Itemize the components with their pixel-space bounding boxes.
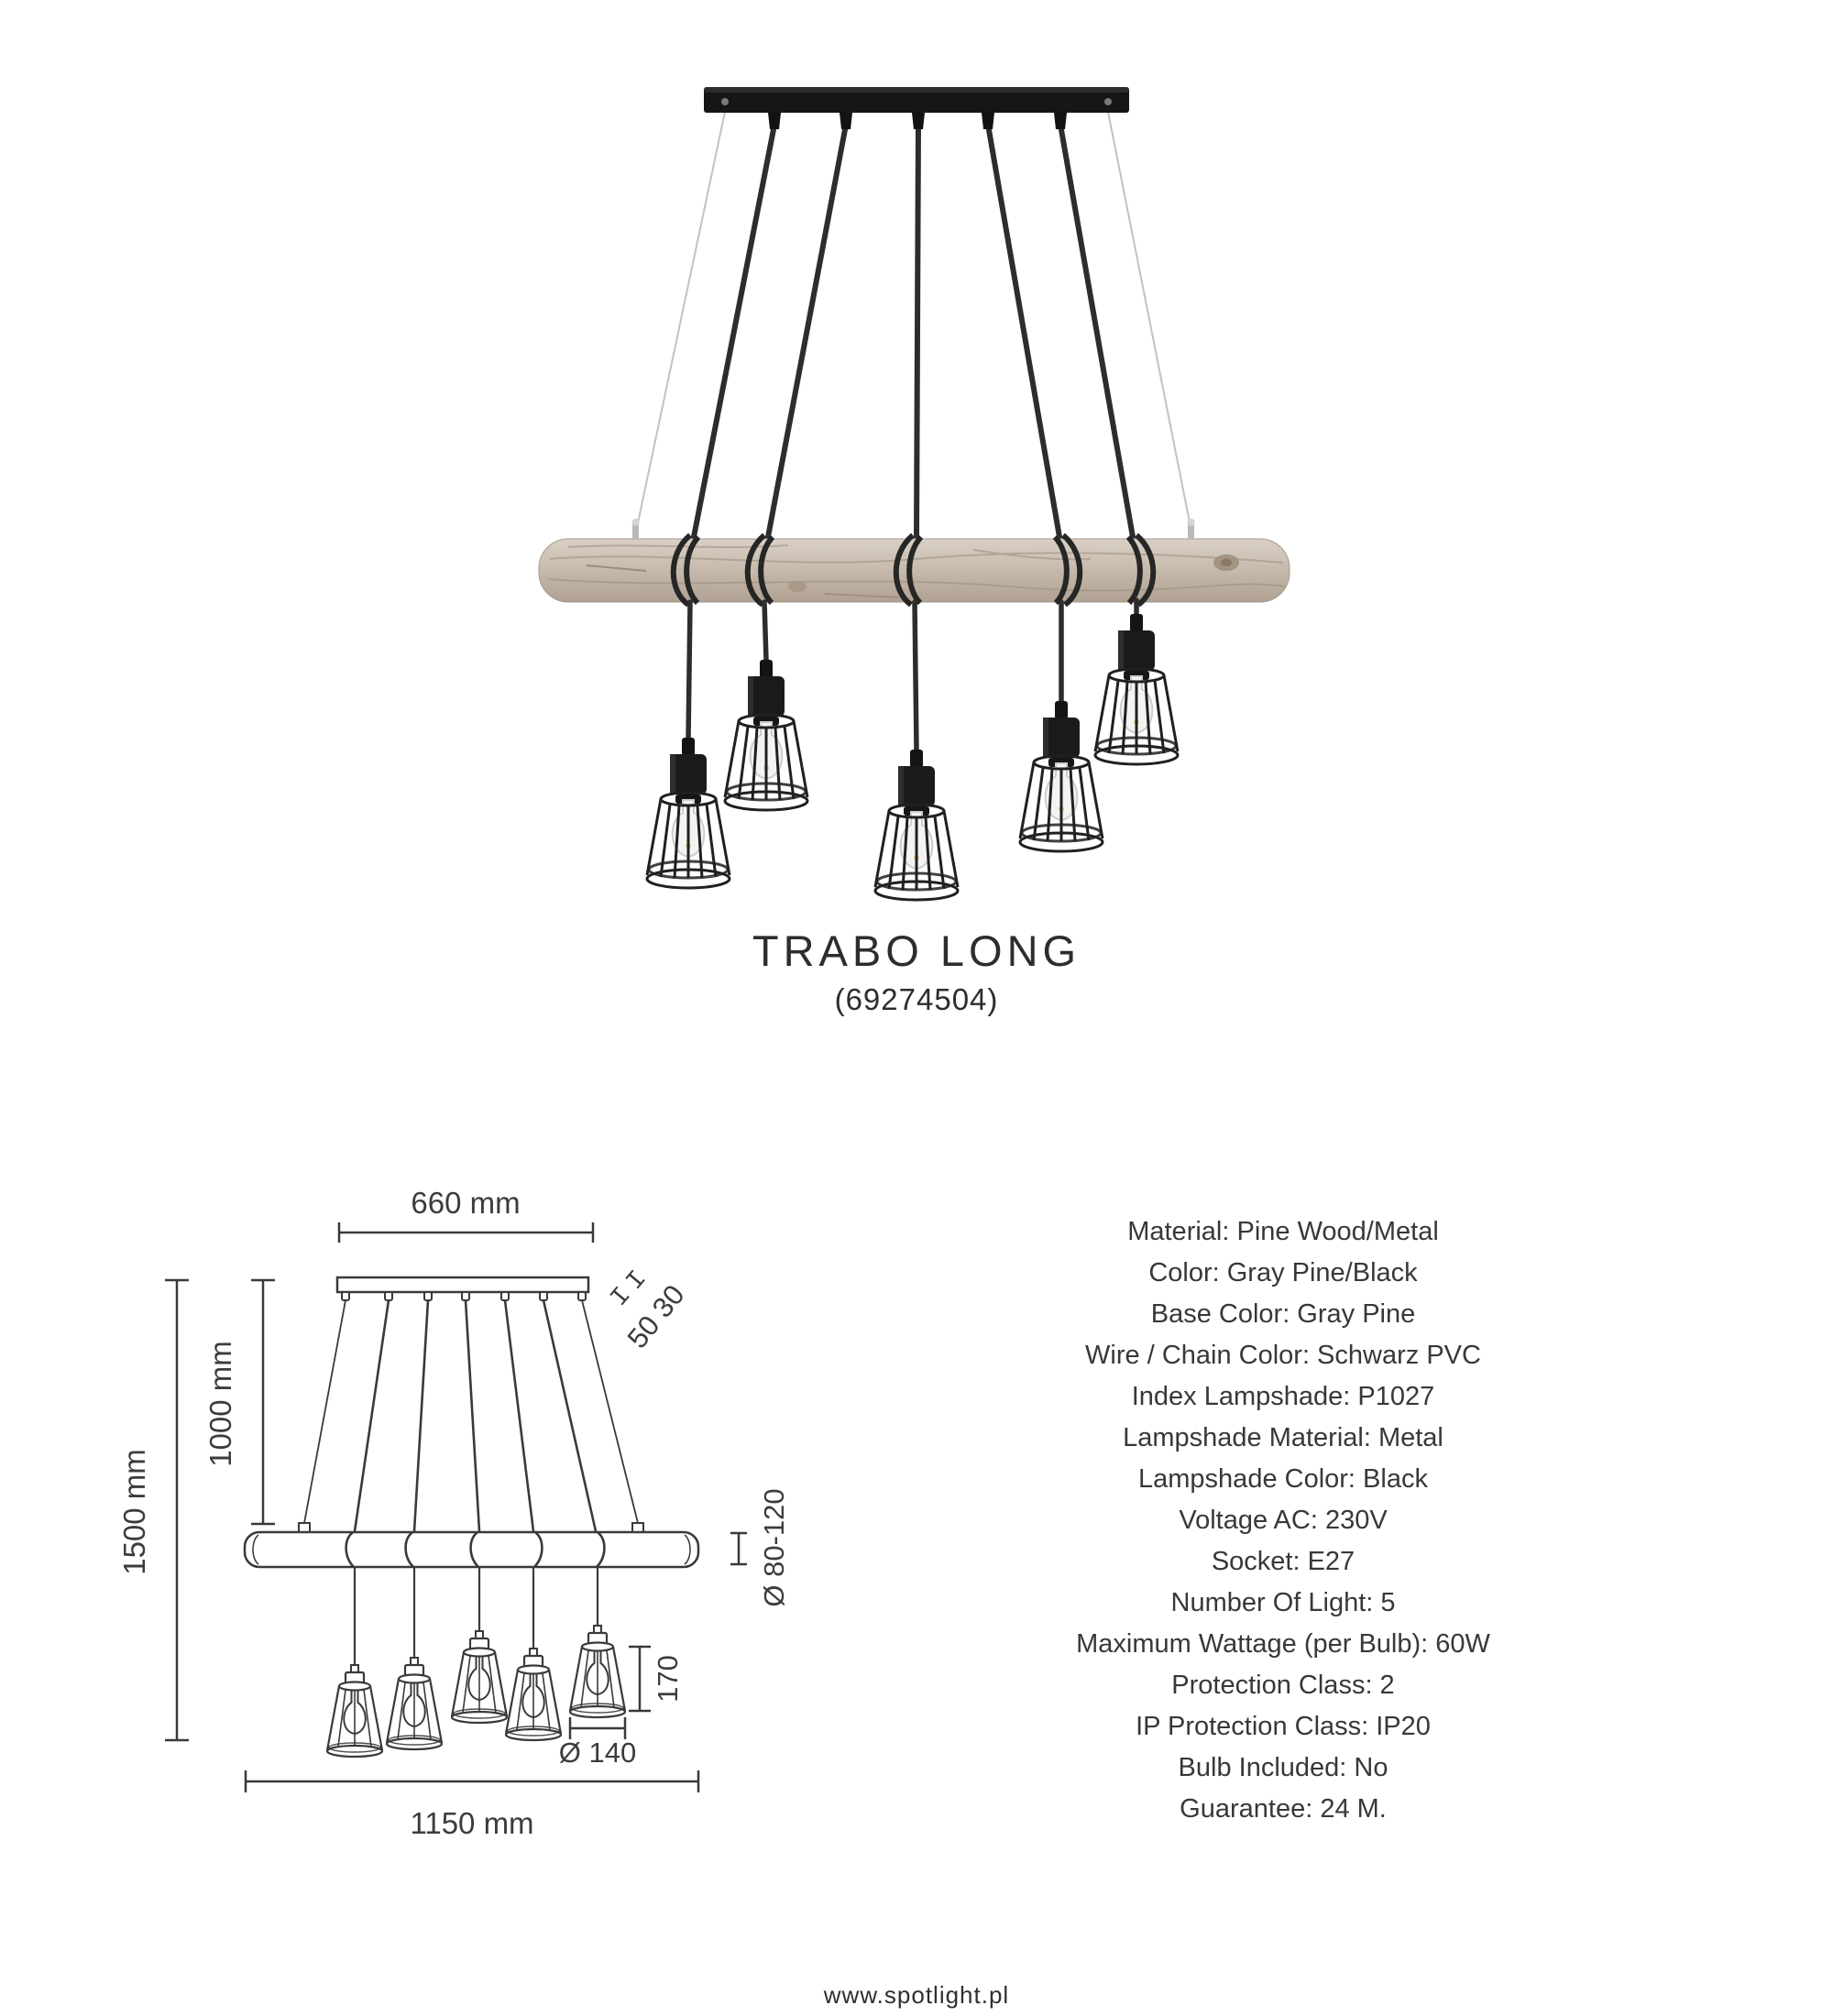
spec-wire-color: Wire / Chain Color: Schwarz PVC [1085,1341,1481,1370]
spec-color: Color: Gray Pine/Black [1148,1258,1418,1287]
label-shade-diameter: Ø 140 [558,1737,637,1769]
label-canopy-profile: 50 30 [620,1278,691,1354]
dim-total-height [165,1280,189,1740]
drawing-shade [506,1649,561,1740]
product-photo [539,87,1290,900]
pendants [647,614,1178,900]
drawing-shade [327,1665,382,1757]
canopy-screw [721,98,729,105]
spec-max-wattage: Maximum Wattage (per Bulb): 60W [1076,1629,1490,1659]
pendant-cords-upper [694,125,1133,537]
label-shade-height: 170 [652,1655,684,1703]
spec-ip-class: IP Protection Class: IP20 [1136,1712,1431,1741]
spec-socket: Socket: E27 [1211,1547,1356,1576]
spec-lampshade-color: Lampshade Color: Black [1138,1464,1428,1494]
ceiling-canopy [704,87,1129,129]
drawing-shade [570,1626,625,1717]
cord-ferrules [768,113,1067,129]
pendant-1 [647,738,730,888]
label-total-height: 1500 mm [117,1449,151,1575]
dim-beam-diameter [730,1533,747,1564]
label-canopy-width: 660 mm [411,1186,521,1220]
dim-canopy-profile-ticks [610,1270,644,1304]
drawing-cords-upper [355,1300,596,1531]
pendant-5 [1095,614,1178,764]
spec-voltage: Voltage AC: 230V [1179,1506,1388,1535]
drawing-canopy-stubs [342,1292,586,1300]
pendant-4 [1020,701,1103,851]
label-total-width: 1150 mm [410,1806,534,1840]
dim-total-width [246,1770,698,1792]
product-title: TRABO LONG [752,926,1081,975]
canopy-screw [1104,98,1112,105]
drawing-shade [387,1658,442,1749]
footer-url: www.spotlight.pl [823,1981,1010,2009]
spec-list [916,1211,1650,1830]
spec-number-of-light: Number Of Light: 5 [1170,1588,1396,1617]
dim-canopy-width [339,1222,593,1243]
product-code: (69274504) [834,982,999,1016]
spec-guarantee: Guarantee: 24 M. [1180,1794,1387,1824]
spec-base-color: Base Color: Gray Pine [1150,1299,1416,1329]
wood-knot [788,581,807,592]
spec-material: Material: Pine Wood/Metal [1127,1217,1439,1246]
drawing-canopy [337,1277,588,1292]
dim-shade-height [629,1647,651,1711]
spec-index-lampshade: Index Lampshade: P1027 [1131,1382,1435,1411]
dim-wire-length [251,1280,275,1524]
steel-wires [636,112,1191,531]
drawing-shade [452,1631,507,1723]
pendant-3 [875,750,958,900]
spec-lampshade-material: Lampshade Material: Metal [1123,1423,1443,1452]
spec-bulb-included: Bulb Included: No [1178,1753,1388,1782]
spec-protection-class: Protection Class: 2 [1171,1671,1395,1700]
label-beam-diameter: Ø 80-120 [758,1488,790,1607]
label-wire-length: 1000 mm [203,1341,237,1467]
pendant-2 [725,660,807,810]
